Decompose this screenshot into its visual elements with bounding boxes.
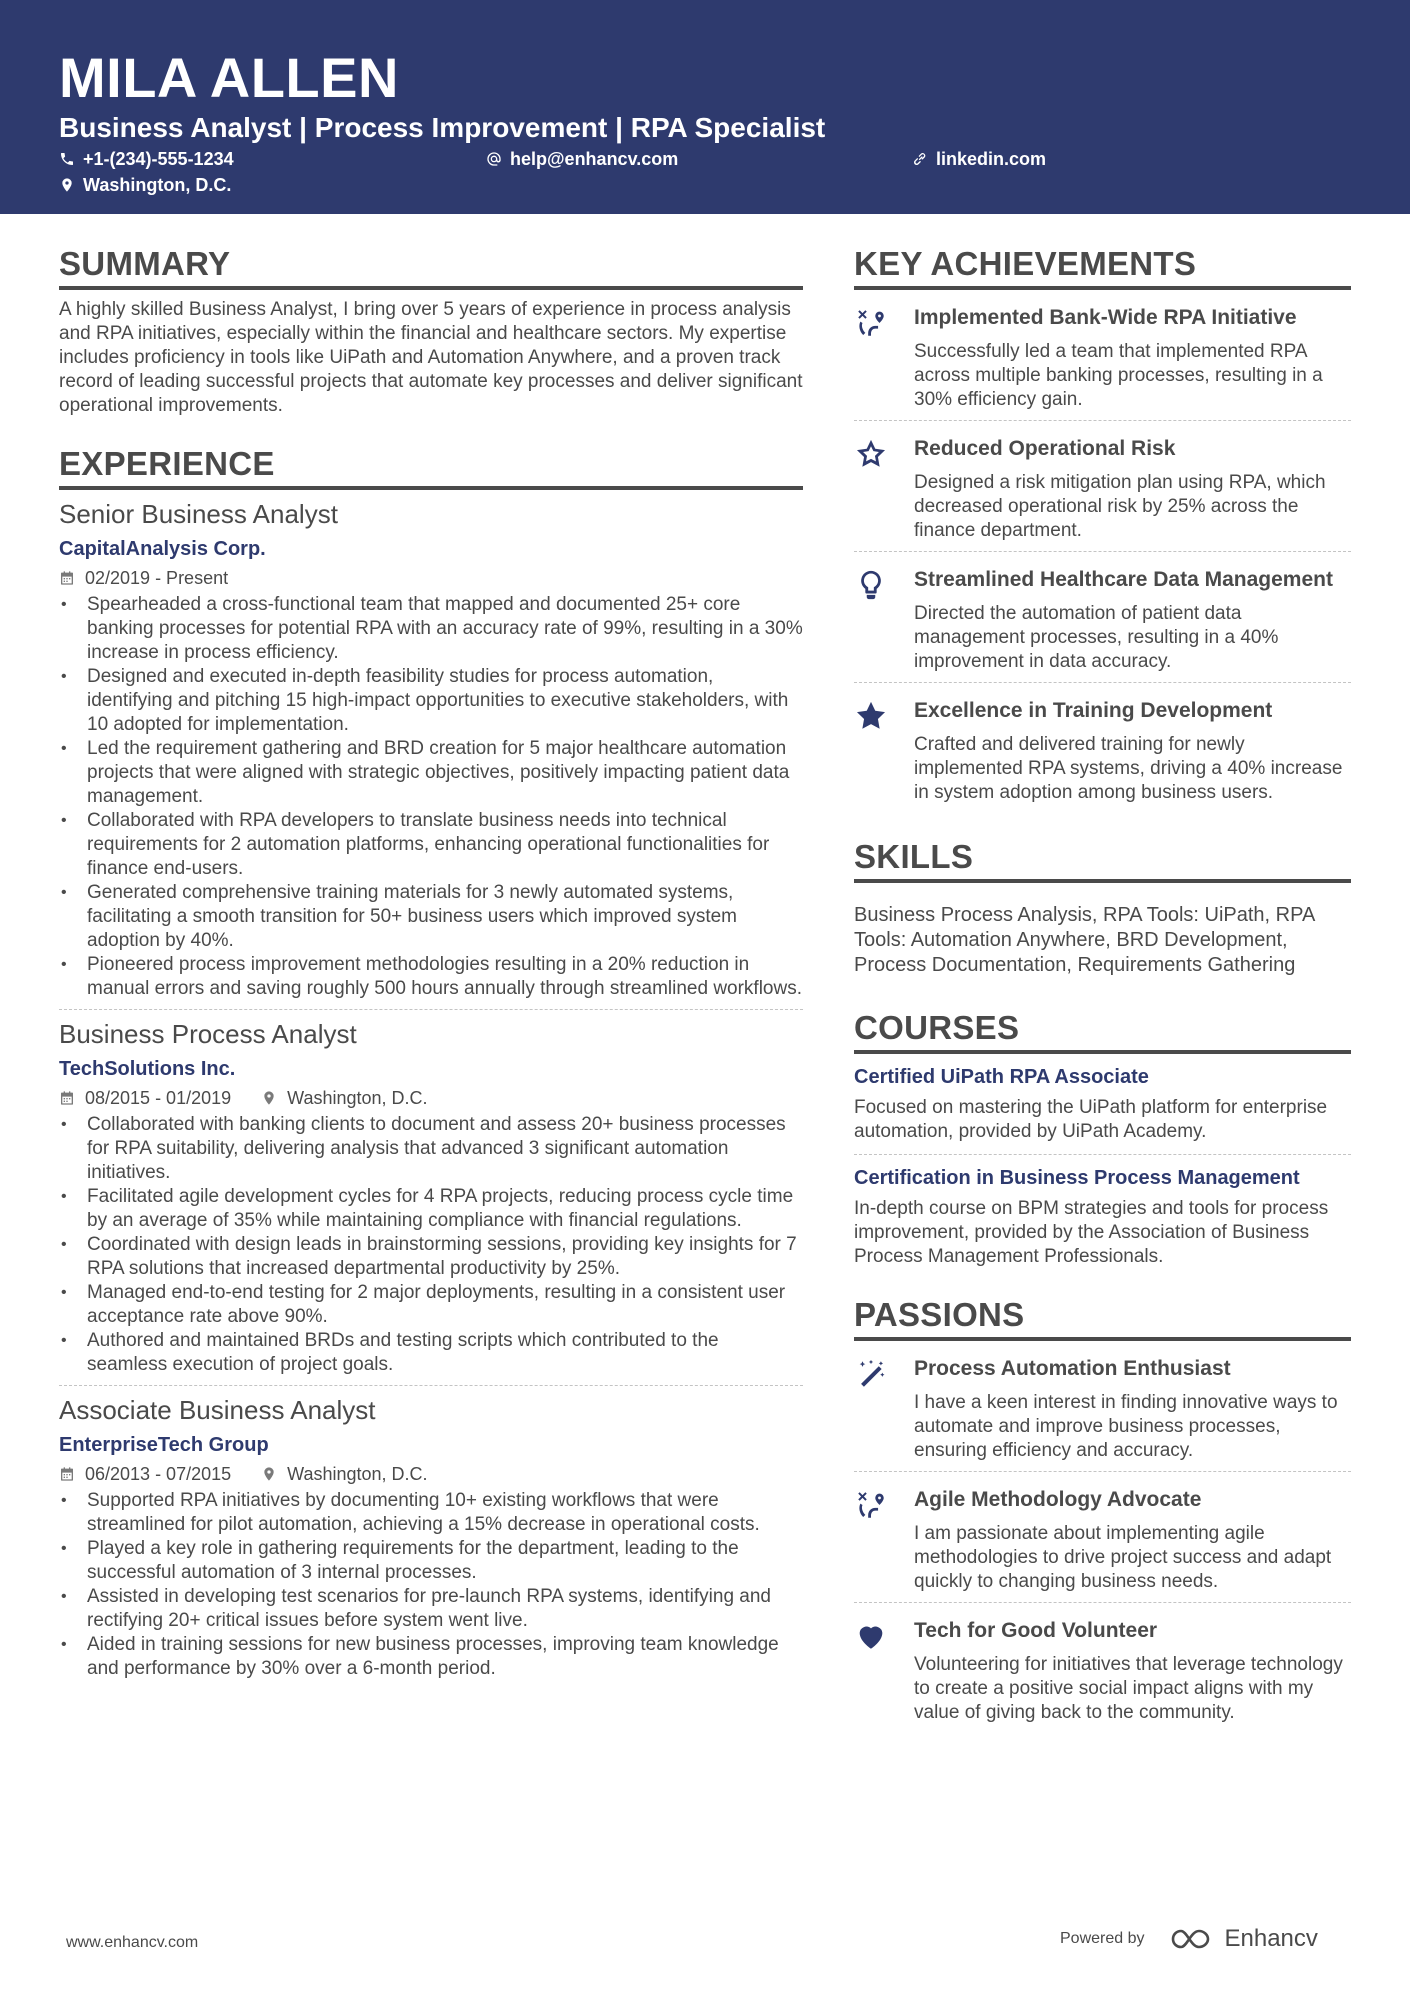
passion-title: Process Automation Enthusiast [914,1357,1231,1380]
summary-heading: SUMMARY [59,244,803,290]
bullet-item: • Spearheaded a cross-functional team that mapped and documented 25+ core banking processes for potential RPA with an accuracy rate of 99%, resulting in a 30% increase in process efficiency. [59,593,803,665]
enhancv-logo[interactable] [1169,1925,1318,1953]
candidate-name: MILA ALLEN [59,46,399,109]
course-title: Certification in Business Process Management [854,1167,1300,1189]
achievement-item [854,683,1351,813]
bullet-item: • Generated comprehensive training materials for 3 newly automated systems, facilitating a smooth transition for 50+ business users which improved system adoption by 40%. [59,881,803,953]
job-meta [59,1087,803,1109]
job-dates: 08/2015 - 01/2019 [85,1088,232,1108]
route-icon [854,1488,888,1522]
link-icon [912,151,928,167]
course-title: Certified UiPath RPA Associate [854,1066,1149,1088]
brand-name: Enhancv [1224,1925,1318,1952]
achievement-item [854,552,1351,683]
job-bullets [59,1113,803,1377]
job-location [261,1463,427,1485]
bullet-item: • Supported RPA initiatives by documenting 10+ existing workflows that were streamlined for pilot automation, achieving a 15% decrease in operational costs. [59,1489,803,1537]
job-meta [59,567,803,589]
job-dates: 02/2019 - Present [85,568,229,588]
contact-location [59,174,231,196]
passions-heading: PASSIONS [854,1295,1351,1341]
phone-icon [59,151,75,167]
passion-text: I have a keen interest in finding innovative ways to automate and improve business processes, ensuring efficiency and accuracy. [914,1392,1338,1461]
achievement-title: Excellence in Training Development [914,699,1273,722]
company-name: EnterpriseTech Group [59,1434,269,1456]
contact-email[interactable] [486,148,678,170]
star-outline-icon [854,437,888,471]
passion-text: Volunteering for initiatives that leverage technology to create a positive social impact aligns with my value of giving back to the community. [914,1654,1343,1723]
passion-title: Tech for Good Volunteer [914,1619,1158,1642]
achievement-title: Streamlined Healthcare Data Management [914,568,1333,591]
job-title: Senior Business Analyst [59,499,338,529]
bullet-item: • Authored and maintained BRDs and testing scripts which contributed to the seamless execution of project goals. [59,1329,803,1377]
job-bullets [59,1489,803,1681]
job-location-text: Washington, D.C. [287,1088,428,1108]
location-pin-icon [261,1466,277,1482]
phone-text: +1-(234)-555-1234 [83,149,234,169]
bullet-item: • Led the requirement gathering and BRD creation for 5 major healthcare automation projects that were aligned with strategic objectives, positively impacting patient data management. [59,737,803,809]
course-item [854,1054,1351,1155]
left-column [59,244,803,1681]
bullet-item: • Assisted in developing test scenarios for pre-launch RPA systems, identifying and rectifying 20+ critical issues before system went live. [59,1585,803,1633]
job-entry [59,1386,803,1681]
right-column [854,244,1351,1733]
courses-heading: COURSES [854,1008,1351,1054]
bullet-item: • Aided in training sessions for new business processes, improving team knowledge and performance by 30% over a 6-month period. [59,1633,803,1681]
job-location-text: Washington, D.C. [287,1464,428,1484]
footer-branding [1060,1925,1318,1953]
bullet-item: • Collaborated with banking clients to document and assess 20+ business processes for RPA suitability, delivering analysis that advanced 3 significant automation initiatives. [59,1113,803,1185]
website-text: linkedin.com [936,149,1047,169]
achievement-text: Crafted and delivered training for newly implemented RPA systems, driving a 40% increase in system adoption among business users. [914,734,1343,803]
achievements-heading: KEY ACHIEVEMENTS [854,244,1351,290]
job-title: Associate Business Analyst [59,1395,376,1425]
heart-icon [854,1619,888,1653]
at-icon [486,151,502,167]
location-text: Washington, D.C. [83,175,232,195]
job-entry [59,490,803,1010]
passion-item [854,1341,1351,1472]
experience-heading: EXPERIENCE [59,444,803,490]
skills-heading: SKILLS [854,837,1351,883]
contact-website[interactable] [912,148,1046,170]
passion-title: Agile Methodology Advocate [914,1488,1202,1511]
achievement-item [854,421,1351,552]
achievement-title: Reduced Operational Risk [914,437,1176,460]
magic-wand-icon [854,1357,888,1391]
header-banner [0,0,1410,214]
bullet-item: • Collaborated with RPA developers to translate business needs into technical requirements for 2 automation platforms, enhancing operational functionalities for finance end-users. [59,809,803,881]
company-name: TechSolutions Inc. [59,1058,236,1080]
achievement-text: Successfully led a team that implemented RPA across multiple banking processes, resulting in a 30% efficiency gain. [914,341,1323,410]
job-dates: 06/2013 - 07/2015 [85,1464,232,1484]
bullet-item: • Played a key role in gathering requirements for the department, leading to the successful automation of 3 internal processes. [59,1537,803,1585]
course-item [854,1155,1351,1279]
bullet-item: • Pioneered process improvement methodologies resulting in a 20% reduction in manual errors and saving roughly 500 hours annually through streamlined workflows. [59,953,803,1001]
passion-item [854,1472,1351,1603]
job-meta [59,1463,803,1485]
course-text: Focused on mastering the UiPath platform for enterprise automation, provided by UiPath Academy. [854,1097,1328,1142]
achievement-title: Implemented Bank-Wide RPA Initiative [914,306,1297,329]
calendar-icon [59,570,75,586]
lightbulb-icon [854,568,888,602]
course-text: In-depth course on BPM strategies and tools for process improvement, provided by the Association of Business Process Management Professionals. [854,1198,1329,1267]
passion-text: I am passionate about implementing agile methodologies to drive project success and adapt quickly to changing business needs. [914,1523,1332,1592]
bullet-item: • Designed and executed in-depth feasibility studies for process automation, identifying and pitching 15 high-impact opportunities to executive stakeholders, with 10 adopted for implementation. [59,665,803,737]
email-text: help@enhancv.com [510,149,679,169]
skills-text: Business Process Analysis, RPA Tools: UiPath, RPA Tools: Automation Anywhere, BRD Development, Process Documentation, Requirements Gathering [854,904,1315,976]
job-bullets [59,593,803,1001]
achievement-item [854,290,1351,421]
location-pin-icon [59,177,75,193]
achievement-text: Directed the automation of patient data management processes, resulting in a 40% improvement in data accuracy. [914,603,1279,672]
bullet-item: • Managed end-to-end testing for 2 major deployments, resulting in a consistent user acceptance rate above 90%. [59,1281,803,1329]
candidate-headline: Business Analyst | Process Improvement | RPA Specialist [59,112,826,143]
route-icon [854,306,888,340]
summary-text: A highly skilled Business Analyst, I bring over 5 years of experience in process analysis and RPA initiatives, especially within the financial and healthcare sectors. My expertise includes proficiency in tools like UiPath and Automation Anywhere, and a proven track record of leading successful projects that automate key processes and deliver significant operational improvements. [59,299,803,416]
achievement-text: Designed a risk mitigation plan using RPA, which decreased operational risk by 25% across the finance department. [914,472,1326,541]
passion-item [854,1603,1351,1733]
company-name: CapitalAnalysis Corp. [59,538,266,560]
location-pin-icon [261,1090,277,1106]
calendar-icon [59,1090,75,1106]
star-filled-icon [854,699,888,733]
job-title: Business Process Analyst [59,1019,357,1049]
footer-website[interactable]: www.enhancv.com [66,1934,199,1951]
calendar-icon [59,1466,75,1482]
bullet-item: • Facilitated agile development cycles for 4 RPA projects, reducing process cycle time by an average of 35% while maintaining compliance with financial regulations. [59,1185,803,1233]
job-entry [59,1010,803,1386]
enhancv-logo-icon [1169,1925,1217,1953]
job-location [261,1087,427,1109]
bullet-item: • Coordinated with design leads in brainstorming sessions, providing key insights for 7 RPA solutions that increased departmental productivity by 25%. [59,1233,803,1281]
powered-by-label: Powered by [1060,1930,1145,1947]
contact-phone[interactable] [59,148,234,170]
